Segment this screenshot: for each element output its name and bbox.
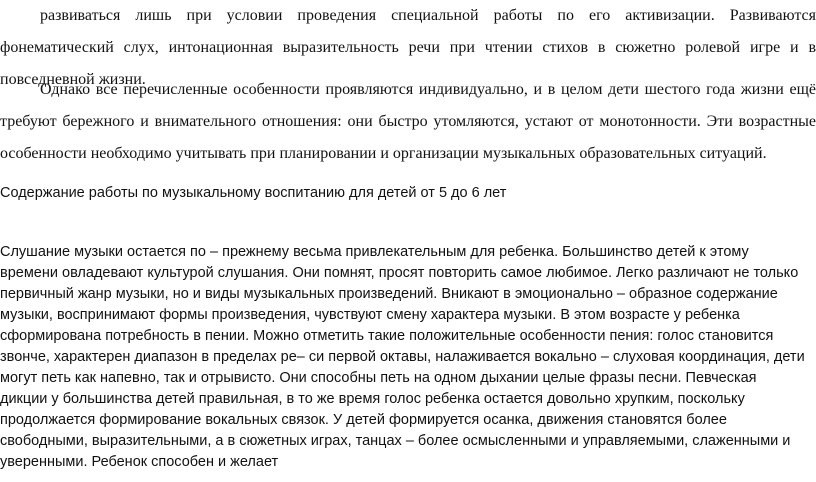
paragraph-music-listening: Слушание музыки остается по – прежнему весьма привлекательным для ребенка. Большинство детей к этому времени овладевают культурой слушания. Они помнят, просят повторить самое любимое. Легко различают не только первичный жанр музыки, но и виды музыкальных произведений. Вникают в эмоционально – образное содержание музыки, воспринимают формы произведения, чувствуют смену характера музыки. В этом возрасте у ребенка сформирована потребность в пении. Можно отметить такие положительные особенности пения: голос становится звонче, характерен диапазон в пределах ре– си первой октавы, налаживается вокально – слуховая координация, дети могут петь как напевно, так и отрывисто. Они способны петь на одном дыхании целые фразы песни. Певческая дикции у большинства детей правильная, в то же время голос ребенка остается довольно хрупким, поскольку продолжается формирование вокальных связок. У детей формируется осанка, движения становятся более свободными, выразительными, а в сюжетных играх, танцах – более осмысленными и управляемыми, слаженными и уверенными. Ребенок способен и желает xyxy=(0,244,805,470)
paragraph-age-features: Однако все перечисленные особенности проявляются индивидуально, и в целом дети шестого года жизни ещё требуют бережного и внимательного отношения: они быстро утомляются, устают от монотонности. Эти возрастные особенности необходимо учитывать при планировании и организации музыкальных образовательных ситуаций. xyxy=(0,81,816,162)
paragraph-continuation: развиваться лишь при условии проведения специальной работы по его активизации. Развиваются фонематический слух, интонационная выразительность речи при чтении стихов в сюжетно ролевой игре и в повседневной жизни. xyxy=(0,7,816,88)
section-heading: Содержание работы по музыкальному воспитанию для детей от 5 до 6 лет xyxy=(0,185,507,201)
